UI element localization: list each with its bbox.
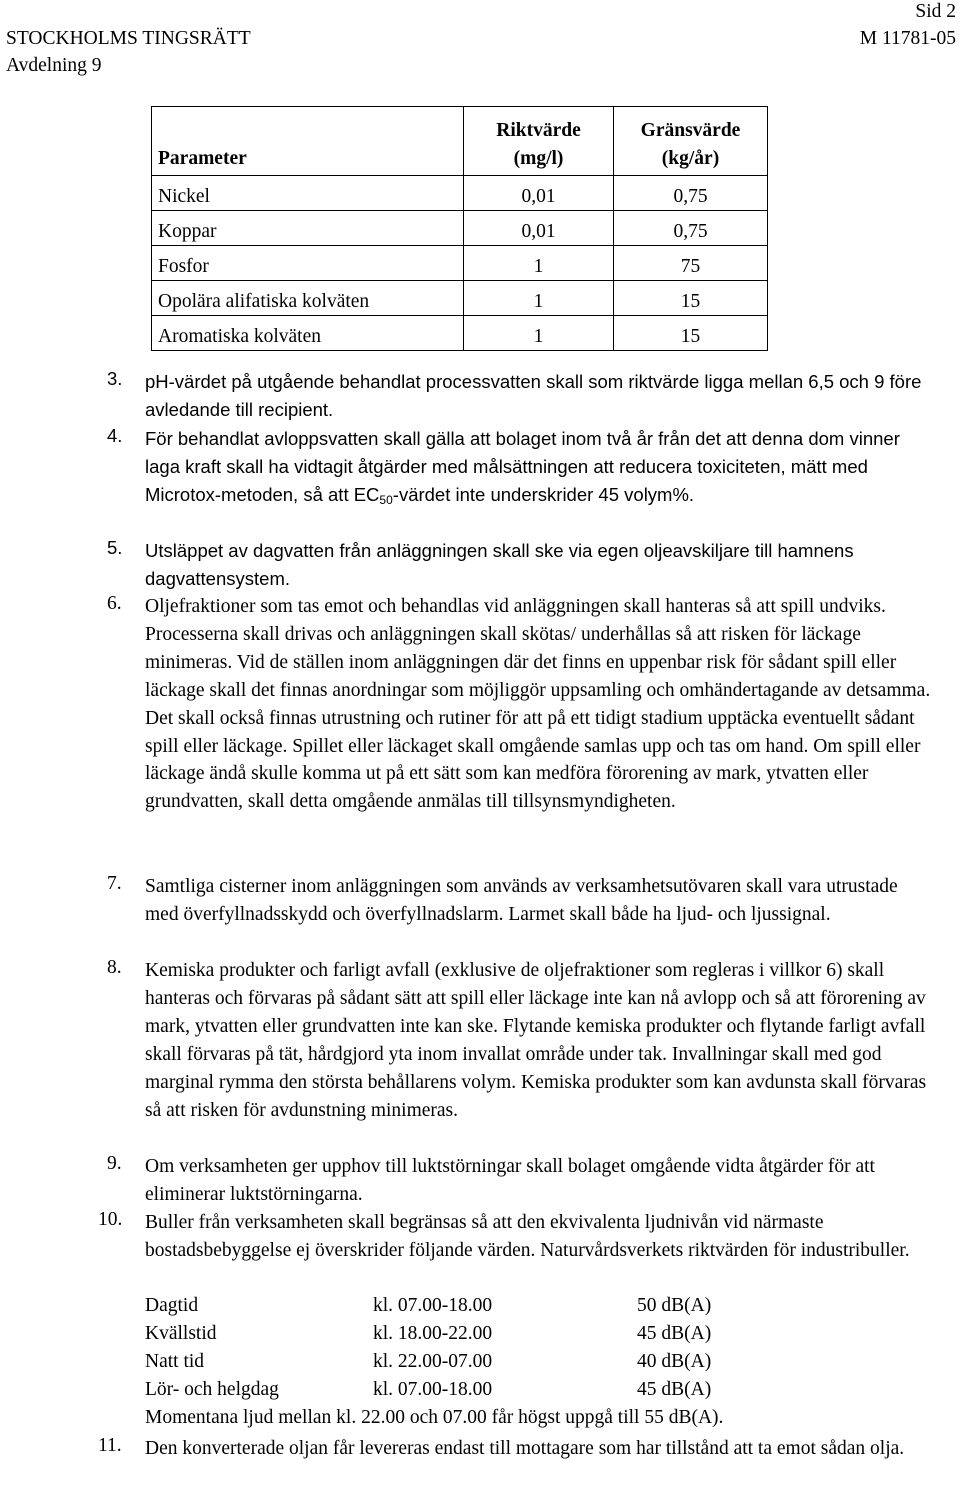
table-row <box>152 246 768 281</box>
condition-text: pH-värdet på utgående behandlat processvatten skall som riktvärde ligga mellan 6,5 och 9 före avledande till recipient. <box>145 371 922 420</box>
header-riktvarde: Riktvärde (mg/l) <box>464 107 614 176</box>
cell-gransvarde: 15 <box>614 281 768 316</box>
court-name: STOCKHOLMS TINGSRÄTT <box>6 28 251 49</box>
condition-8 <box>107 957 932 1124</box>
cell-riktvarde: 1 <box>464 246 614 281</box>
condition-3 <box>107 368 932 424</box>
table-row <box>152 211 768 246</box>
condition-number: 4. <box>107 425 123 446</box>
cell-riktvarde: 0,01 <box>464 176 614 211</box>
noise-time: kl. 22.00-07.00 <box>373 1351 493 1372</box>
noise-level: 40 dB(A) <box>637 1351 712 1372</box>
noise-period: Natt tid <box>145 1351 205 1372</box>
subscript-50: 50 <box>379 492 393 507</box>
noise-level: 45 dB(A) <box>637 1379 712 1400</box>
condition-11 <box>98 1435 932 1463</box>
table-row <box>152 176 768 211</box>
condition-5 <box>107 537 932 593</box>
condition-text: Den konverterade oljan får levereras endast till mottagare som har tillstånd att ta emot sådan olja. <box>145 1438 905 1459</box>
header-parameter: Parameter <box>152 107 464 176</box>
condition-text: Kemiska produkter och farligt avfall (exklusive de oljefraktioner som regleras i villkor 6) skall hanteras och förvaras på sådant sätt att spill eller läckage inte kan nå avlopp och så att förorening av mark, ytvatten eller grundvatten inte kan ske. Flytande kemiska produkter och flytande farligt avfall skall förvaras på tät, hårdgjord yta inom invallat område under tak. Invallningar skall med god marginal rymma den största behållarens volym. Kemiska produkter som kan avdunsta skall förvaras så att risken för avdunstning minimeras. <box>145 960 927 1121</box>
condition-number: 11. <box>98 1435 122 1456</box>
condition-7 <box>107 873 932 929</box>
condition-number: 7. <box>107 873 122 894</box>
condition-number: 3. <box>107 368 123 389</box>
condition-number: 9. <box>107 1153 122 1174</box>
condition-text: För behandlat avloppsvatten skall gälla att bolaget inom två år från det att denna dom vinner laga kraft skall ha vidtagit åtgärder med målsättningen att reducera toxiciteten, mätt med Microtox-metoden, så att $EC_{50}$-värdet inte underskrider 45 volym%. <box>145 428 900 507</box>
noise-time: kl. 07.00-18.00 <box>373 1295 493 1316</box>
division: Avdelning 9 <box>6 55 102 76</box>
noise-time: kl. 07.00-18.00 <box>373 1379 493 1400</box>
momentary-text: Momentana ljud mellan kl. 22.00 och 07.00 får högst uppgå till 55 dB(A). <box>145 1407 724 1428</box>
cell-parameter: Aromatiska kolväten <box>152 316 464 351</box>
cell-parameter: Nickel <box>152 176 464 211</box>
table-header-row <box>152 107 768 176</box>
condition-number: 5. <box>107 537 123 558</box>
condition-4 <box>107 425 932 509</box>
noise-period: Dagtid <box>145 1295 199 1316</box>
noise-period: Lör- och helgdag <box>145 1379 279 1400</box>
parameter-table <box>151 106 768 351</box>
cell-gransvarde: 15 <box>614 316 768 351</box>
cell-gransvarde: 0,75 <box>614 211 768 246</box>
case-number: M 11781-05 <box>859 28 956 49</box>
table-row <box>152 316 768 351</box>
cell-riktvarde: 0,01 <box>464 211 614 246</box>
cell-parameter: Koppar <box>152 211 464 246</box>
noise-level: 50 dB(A) <box>637 1295 712 1316</box>
condition-number: 10. <box>98 1209 123 1230</box>
condition-number: 6. <box>107 593 122 614</box>
cell-riktvarde: 1 <box>464 316 614 351</box>
table-row <box>152 281 768 316</box>
cell-gransvarde: 75 <box>614 246 768 281</box>
cell-gransvarde: 0,75 <box>614 176 768 211</box>
condition-number: 8. <box>107 957 122 978</box>
header-gransvarde: Gränsvärde (kg/år) <box>614 107 768 176</box>
condition-text: Oljefraktioner som tas emot och behandlas vid anläggningen skall hanteras så att spill undviks. Processerna skall drivas och anläggningen skall skötas/ underhållas så att risken för läckage minimeras. Vid de ställen inom anläggningen där det finns en uppenbar risk för sådant spill eller läckage skall det finnas anordningar som möjliggör uppsamling och omhändertagande av detsamma. Det skall också finnas utrustning och rutiner för att på ett tidigt stadium upptäcka eventuellt sådant spill eller läckage. Spillet eller läckaget skall omgående samlas upp och tas om hand. Om spill eller läckage ändå skulle komma ut på ett sätt som kan medföra förorening av mark, ytvatten eller grundvatten, skall detta omgående anmälas till tillsynsmyndigheten. <box>145 596 931 813</box>
condition-10 <box>98 1209 932 1265</box>
page-number: Sid 2 <box>915 1 956 22</box>
noise-level: 45 dB(A) <box>637 1323 712 1344</box>
noise-time: kl. 18.00-22.00 <box>373 1323 493 1344</box>
condition-text: Buller från verksamheten skall begränsas så att den ekvivalenta ljudnivån vid närmaste bostadsbebyggelse ej överskrider följande värden. Naturvårdsverkets riktvärden för industribuller. <box>145 1212 910 1261</box>
condition-text: Om verksamheten ger upphov till luktstörningar skall bolaget omgående vidta åtgärder för att eliminerar luktstörningarna. <box>145 1156 875 1205</box>
noise-period: Kvällstid <box>145 1323 217 1344</box>
cell-parameter: Opolära alifatiska kolväten <box>152 281 464 316</box>
condition-9 <box>107 1153 932 1209</box>
cell-parameter: Fosfor <box>152 246 464 281</box>
condition-text: Utsläppet av dagvatten från anläggningen skall ske via egen oljeavskiljare till hamnens dagvattensystem. <box>145 540 854 589</box>
condition-6 <box>107 593 932 816</box>
condition-text: Samtliga cisterner inom anläggningen som används av verksamhetsutövaren skall vara utrustade med överfyllnadsskydd och överfyllnadslarm. Larmet skall både ha ljud- och ljussignal. <box>145 876 898 925</box>
cell-riktvarde: 1 <box>464 281 614 316</box>
